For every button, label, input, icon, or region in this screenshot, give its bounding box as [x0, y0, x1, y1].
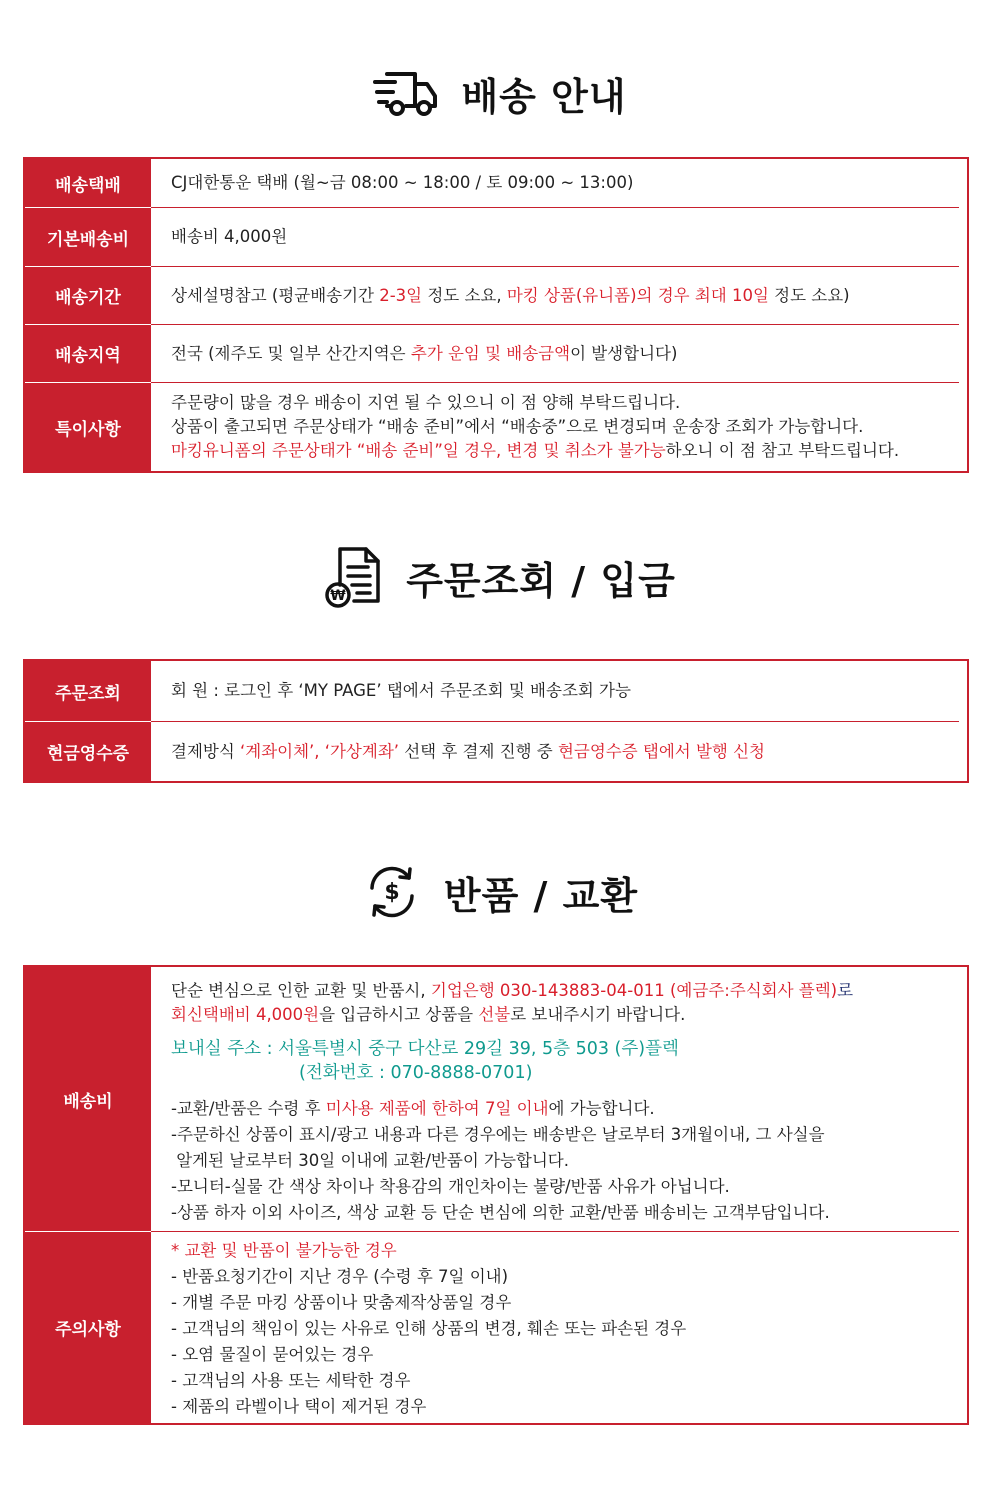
- shipping-row-courier: [25, 159, 967, 207]
- row-label: 배송비: [25, 967, 151, 1231]
- row-value: [171, 722, 957, 781]
- policy-line: 알게된 날로부터 30일 이내에 교환/반품이 가능합니다.: [171, 1151, 569, 1170]
- row-label: 주문조회: [25, 661, 151, 721]
- highlight-text: 현금영수증 탭에서 발행 신청: [557, 741, 765, 761]
- text-segment: 선택 후 결제 진행 중: [399, 741, 558, 761]
- courier-text: CJ대한통운 택배 (월~금 08:00 ~ 18:00 / 토 09:00 ~ 13:00): [171, 173, 634, 192]
- caution-item: - 고객님의 책임이 있는 사유로 인해 상품의 변경, 훼손 또는 파손된 경우: [171, 1319, 687, 1338]
- region-text: [171, 342, 957, 366]
- shipping-info-table: [23, 157, 969, 473]
- text-segment: 로: [837, 981, 854, 1000]
- row-value: [171, 325, 957, 382]
- row-label: 특이사항: [25, 383, 151, 471]
- shipping-row-fee: [25, 208, 967, 266]
- text-segment: 정도 소요): [768, 285, 850, 305]
- shipping-row-notes: [25, 383, 967, 471]
- highlight-text: 미사용 제품에 한하여 7일 이내: [325, 1099, 549, 1118]
- return-phone: (전화번호 : 070-8888-0701): [299, 1063, 533, 1083]
- text-segment: 결제방식: [171, 741, 241, 761]
- fee-text: 배송비 4,000원: [171, 227, 288, 246]
- policy-line: [171, 1097, 957, 1121]
- order-row-receipt: [25, 722, 967, 781]
- order-title: 주문조회 / 입금: [406, 558, 676, 603]
- highlight-text: 회신택배비 4,000원: [171, 1005, 320, 1024]
- highlight-text: 마킹유니폼의 주문상태가 “배송 준비”일 경우, 변경 및 취소가 불가능: [171, 441, 666, 460]
- highlight-text: ‘계좌이체’, ‘가상계좌’: [240, 741, 399, 761]
- refund-dollar-icon: [362, 864, 422, 920]
- row-value: [171, 267, 957, 324]
- returns-heading: [0, 864, 1000, 920]
- caution-item: - 반품요청기간이 지난 경우 (수령 후 7일 이내): [171, 1267, 509, 1286]
- row-label: 기본배송비: [25, 208, 151, 266]
- text-segment: 로 보내주시기 바랍니다.: [510, 1005, 686, 1024]
- period-text: [171, 284, 957, 308]
- text-segment: 상세설명참고 (평균배송기간: [171, 285, 380, 305]
- row-label: 배송지역: [25, 325, 151, 382]
- returns-row-fee: [25, 967, 967, 1231]
- order-row-lookup: [25, 661, 967, 721]
- highlight-text: 2-3일: [379, 285, 423, 305]
- caution-item: - 제품의 라벨이나 택이 제거된 경우: [171, 1397, 427, 1416]
- text-segment: -교환/반품은 수령 후: [171, 1099, 326, 1118]
- note-line: 상품이 출고되면 주문상태가 “배송 준비”에서 “배송중”으로 변경되며 운송장 조회가 가능합니다.: [171, 417, 864, 436]
- row-label: 주의사항: [25, 1232, 151, 1423]
- returns-title: 반품 / 교환: [443, 873, 639, 918]
- receipt-text: [171, 740, 957, 764]
- note-line: [171, 439, 957, 463]
- shipping-heading: [0, 68, 1000, 118]
- policy-line: -주문하신 상품이 표시/광고 내용과 다른 경우에는 배송받은 날로부터 3개월이내, 그 사실을: [171, 1125, 825, 1144]
- row-value: [171, 1232, 957, 1423]
- text-segment: 을 입금하시고 상품을: [319, 1005, 479, 1024]
- fee-line: [171, 979, 957, 1003]
- document-won-icon: [324, 545, 384, 609]
- delivery-truck-icon: [373, 68, 439, 118]
- highlight-text: 추가 운임 및 배송금액: [410, 343, 571, 363]
- bank-account-text: 기업은행 030-143883-04-011 (예금주:주식회사 플렉): [430, 981, 838, 1000]
- fee-line: [171, 1003, 957, 1027]
- row-label: 배송기간: [25, 267, 151, 324]
- caution-item: - 개별 주문 마킹 상품이나 맞춤제작상품일 경우: [171, 1293, 512, 1312]
- caution-item: - 오염 물질이 묻어있는 경우: [171, 1345, 374, 1364]
- text-segment: 이 발생합니다): [570, 343, 678, 363]
- text-segment: 단순 변심으로 인한 교환 및 반품시,: [171, 981, 431, 1000]
- returns-row-caution: [25, 1232, 967, 1423]
- row-value: [171, 159, 957, 207]
- return-address: 보내실 주소 : 서울특별시 중구 다산로 29길 39, 5층 503 (주)플렉: [171, 1039, 679, 1059]
- text-segment: 전국 (제주도 및 일부 산간지역은: [171, 343, 411, 363]
- row-value: [171, 661, 957, 721]
- policy-line: -상품 하자 이외 사이즈, 색상 교환 등 단순 변심에 의한 교환/반품 배송비는 고객부담입니다.: [171, 1203, 830, 1222]
- caution-heading: * 교환 및 반품이 불가능한 경우: [171, 1241, 397, 1260]
- row-value: [171, 967, 957, 1231]
- order-info-table: [23, 659, 969, 783]
- policy-line: -모니터-실물 간 색상 차이나 착용감의 개인차이는 불량/반품 사유가 아닙니다.: [171, 1177, 730, 1196]
- dollar-symbol: $: [384, 880, 400, 905]
- highlight-text: 선불: [478, 1005, 511, 1024]
- shipping-title: 배송 안내: [461, 74, 627, 119]
- text-segment: 정도 소요,: [422, 285, 507, 305]
- won-symbol: ₩: [330, 588, 346, 604]
- caution-item: - 고객님의 사용 또는 세탁한 경우: [171, 1371, 411, 1390]
- row-label: 현금영수증: [25, 722, 151, 781]
- returns-info-table: [23, 965, 969, 1425]
- row-value: [171, 208, 957, 266]
- text-segment: 하오니 이 점 참고 부탁드립니다.: [665, 441, 900, 460]
- lookup-text: 회 원 : 로그인 후 ‘MY PAGE’ 탭에서 주문조회 및 배송조회 가능: [171, 681, 631, 700]
- order-heading: [0, 545, 1000, 609]
- row-label: 배송택배: [25, 159, 151, 207]
- note-line: 주문량이 많을 경우 배송이 지연 될 수 있으니 이 점 양해 부탁드립니다.: [171, 393, 681, 412]
- shipping-row-period: [25, 267, 967, 324]
- row-value: [171, 383, 957, 471]
- text-segment: 에 가능합니다.: [548, 1099, 655, 1118]
- highlight-text: 마킹 상품(유니폼)의 경우 최대 10일: [506, 285, 769, 305]
- shipping-row-region: [25, 325, 967, 382]
